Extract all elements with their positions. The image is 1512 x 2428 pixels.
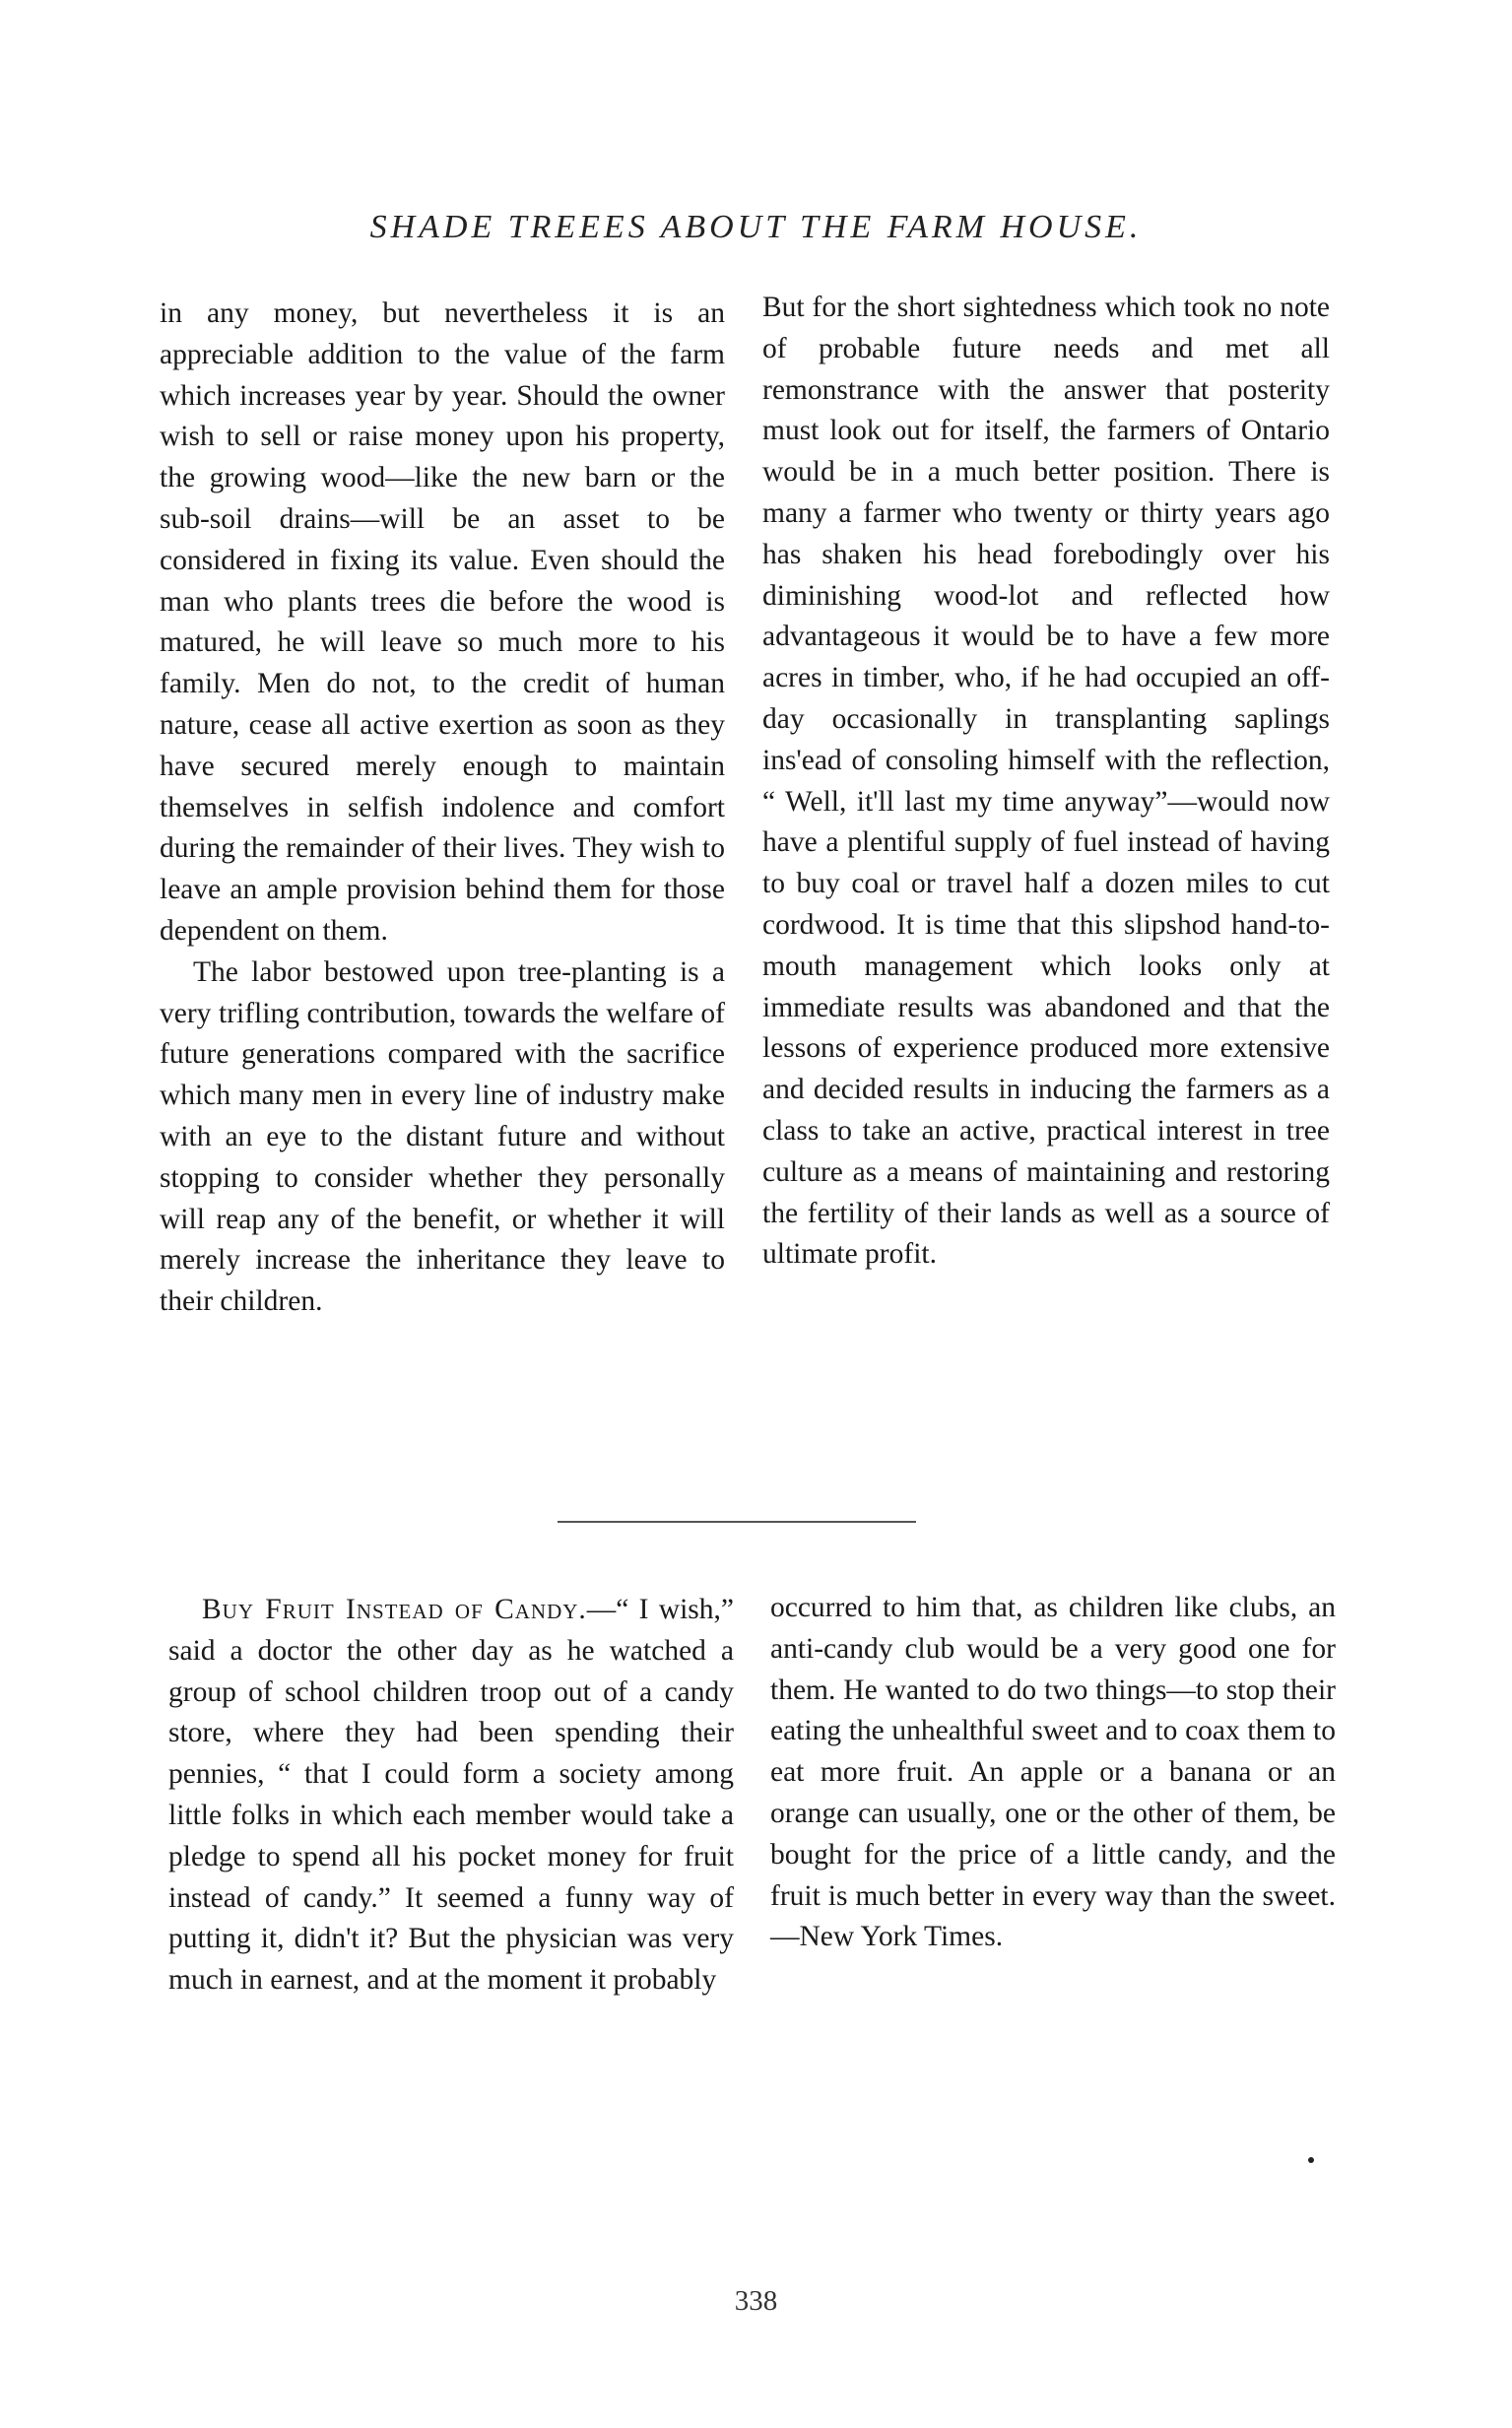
paragraph xyxy=(168,1590,734,2001)
article-column-1 xyxy=(160,294,725,1323)
paragraph: in any money, but nevertheless it is an appreciable addition to the value of the farm which increases year by year. Should the owner wish to sell or raise money upon his property, the growing wood—like the new barn or the sub-soil drains—will be an asset to be considered in fixing its value. Even should the man who plants trees die before the wood is matured, he will leave so much more to his family. Men do not, to the credit of human nature, cease all active exertion as soon as they have secured merely enough to maintain themselves in selfish indolence and comfort during the remainder of their lives. They wish to leave an ample provision behind them for those dependent on them. xyxy=(160,297,725,947)
paragraph-text: —“ I wish,” said a doctor the other day as he watched a group of school children troop out of a candy store, where they had been spending their pennies, “ that I could form a society among little folks in which each member would take a pledge to spend all his pocket money for fruit instead of candy.” It seemed a funny way of putting it, didn't it? But the physician was very much in earnest, and at the moment it probably xyxy=(168,1594,734,1997)
paragraph: The labor bestowed upon tree-planting is a very trifling contribution, towards the welfare of future generations compared with the sacrifice which many men in every line of industry make with an eye to the distant future and without stopping to consider whether they personally will reap any of the benefit, or whether it will merely increase the inheritance they leave to their children. xyxy=(160,955,725,1318)
paragraph: But for the short sightedness which took no note of probable future needs and met all remonstrance with the answer that posterity must look out for itself, the farmers of Ontario would be in a much better position. There is many a farmer who twenty or thirty years ago has shaken his head forebodingly over his diminishing wood-lot and reflected how advantageous it would be to have a few more acres in timber, who, if he had occupied an off-day occasionally in transplanting saplings ins'ead of consoling himself with the reflection, “ Well, it'll last my time anyway”—would now have a plentiful supply of fuel instead of having to buy coal or travel half a dozen miles to cut cordwood. It is time that this slipshod hand-to-mouth management which looks only at immediate results was abandoned and that the lessons of experience produced more extensive and decided results in inducing the farmers as a class to take an active, practical interest in tree culture as a means of maintaining and restoring the fertility of their lands as well as a source of ultimate profit. xyxy=(762,292,1330,1271)
article-column-4 xyxy=(770,1588,1336,1958)
article-column-2 xyxy=(762,288,1330,1276)
page-number: 338 xyxy=(734,2285,778,2317)
article-heading: Buy Fruit Instead of Candy. xyxy=(202,1594,587,1625)
ink-speck xyxy=(1308,2157,1314,2163)
paragraph: occurred to him that, as children like clubs, an anti-candy club would be a very good one for them. He wanted to do two things—to stop their eating the unhealthful sweet and to coax them to eat more fruit. An apple or a banana or an orange can usually, one or the other of them, be bought for the price of a little candy, and the fruit is much better in every way than the sweet.—New York Times. xyxy=(770,1592,1336,1953)
article-column-3 xyxy=(168,1590,734,2001)
section-divider xyxy=(558,1521,916,1523)
running-title: SHADE TREEES ABOUT THE FARM HOUSE. xyxy=(369,209,1143,245)
